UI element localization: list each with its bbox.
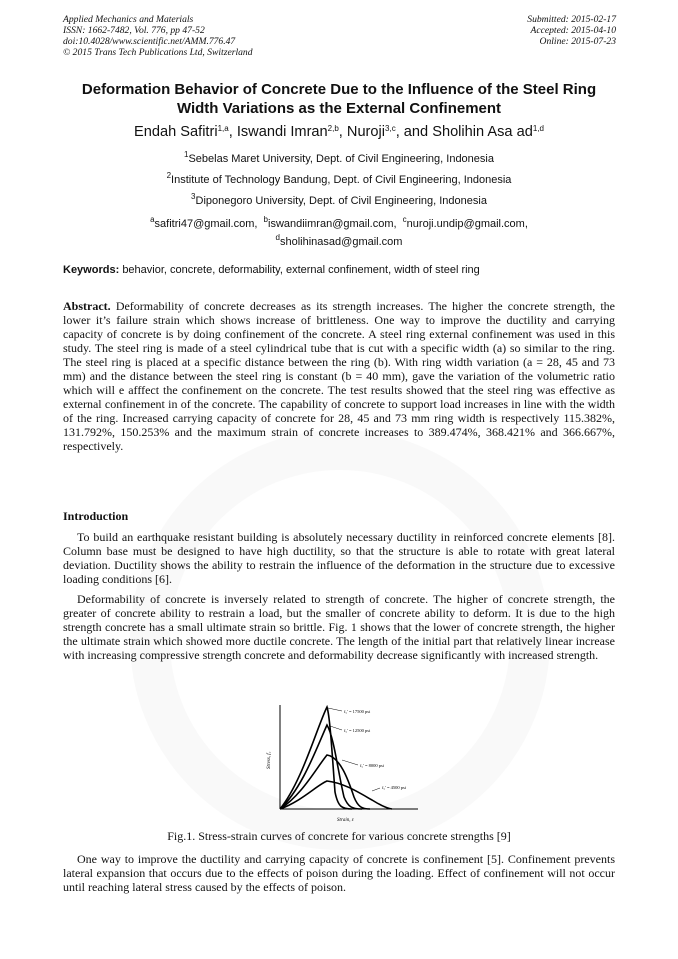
author-3-sup: 3,c [385,124,396,133]
email-d-sup: d [275,233,280,242]
curve-label-8000: f꜀' = 8000 psi [360,763,385,768]
journal-doi: doi:10.4028/www.scientific.net/AMM.776.47 [63,36,236,47]
figure-stress-strain [262,697,422,825]
author-2-sup: 2,b [327,124,339,133]
journal-issn: ISSN: 1662-7482, Vol. 776, pp 47-52 [63,25,205,36]
curve-12500 [280,725,362,809]
affiliation-2-text: Institute of Technology Bandung, Dept. of Civil Engineering, Indonesia [171,174,512,186]
label-leader-17500 [328,708,342,711]
label-leader-12500 [330,726,342,730]
abstract [63,299,615,453]
submitted-date: Submitted: 2015-02-17 [527,14,616,25]
journal-copyright: © 2015 Trans Tech Publications Ltd, Switzerland [63,47,253,58]
affiliation-3-text: Diponegoro University, Dept. of Civil Engineering, Indonesia [195,195,487,207]
intro-paragraph-3: One way to improve the ductility and carrying capacity of concrete is confinement [5]. Confinement prevents lateral expansion that occurs due to the effects of poison during the loading. Effect of confinement will not occur until reaching lateral stress caused by the effects of poison. [63,852,615,894]
figure-caption: Fig.1. Stress-strain curves of concrete for various concrete strengths [9] [167,829,511,843]
intro-paragraph-1: To build an earthquake resistant building is absolutely necessary ductility in reinforced concrete elements [8]. Column base must be designed to have high ductility, so that the structure is able to rotate with great lateral deviation. Ductility shows the ability to restrain the influence of the deformation in the structure due to excessive loading conditions [6]. [63,530,615,586]
author-4-sup: 1,d [532,124,544,133]
email-c[interactable]: nuroji.undip@gmail.com, [406,218,528,230]
affiliation-1 [40,150,638,165]
author-emails [40,213,638,249]
curve-17500 [280,707,352,809]
keywords [63,264,615,276]
keywords-label: Keywords: [63,264,120,276]
figure-y-label: Stress, f꜀ [267,751,272,769]
journal-name: Applied Mechanics and Materials [63,14,194,25]
figure-x-label: Strain, ε [337,818,354,823]
author-4: , and Sholihin Asa ad [395,124,533,140]
email-c-sup: c [402,215,407,224]
email-d[interactable]: sholihinasad@gmail.com [280,236,403,248]
affiliation-2 [40,171,638,186]
journal-info [63,14,253,58]
affiliation-1-sup: 1 [184,150,189,159]
curve-label-12500: f꜀' = 12500 psi [344,728,371,733]
affiliation-2-sup: 2 [166,171,172,180]
label-leader-8000 [342,760,358,765]
section-heading-introduction: Introduction [63,509,129,523]
author-1-sup: 1,a [217,124,229,133]
curve-label-4500: f꜀' = 4500 psi [382,785,407,790]
accepted-date: Accepted: 2015-04-10 [530,25,616,36]
title-line-1: Deformation Behavior of Concrete Due to the Influence of the Steel Ring [81,81,597,98]
email-a[interactable]: safitri47@gmail.com, [154,218,258,230]
email-b-sup: b [263,215,268,224]
affiliation-3 [40,192,638,207]
emails-line-2 [40,231,638,249]
label-leader-4500 [372,788,380,791]
title-line-2: Width Variations as the External Confinement [176,100,502,117]
abstract-text: Deformability of concrete decreases as its strength increases. The higher the concrete strength, the lower it’s failure strain which shows increase of brittleness. One way to improve the ductility and carrying capacity of concrete is by doing confinement of the concrete. A steel ring external confinement was used in this study. The steel ring is made of a steel cylindrical tube that is cut with a specific width (a) so similar to the ring. The steel ring is placed at a specific distance between the ring (b). With ring width variation (a = 28, 45 and 73 mm) and the distance between the steel ring is constant (b = 40 mm), gave the variation of the volumetric ratio which will e afffect the confinement on the concrete. The test results showed that the steel ring was effective as external confinement in of the concrete. The capability of concrete to support load increases in line with the width of the ring. Increased carrying capacity of concrete for 28, 45 and 73 mm ring width is respectively 115.382%, 131.792%, 150.253% and the maximum strain of concrete increases to 389.474%, 368.421% and 366.667%, respectively. [63,299,615,453]
email-a-sup: a [150,215,155,224]
curve-label-17500: f꜀' = 17500 psi [344,709,371,714]
author-2: , Iswandi Imran [228,124,328,140]
paper-title [50,80,628,118]
affiliation-1-text: Sebelas Maret University, Dept. of Civil Engineering, Indonesia [188,153,494,165]
submission-dates [527,14,616,47]
affiliation-3-sup: 3 [191,192,196,201]
keywords-text: behavior, concrete, deformability, external confinement, width of steel ring [122,264,480,276]
online-date: Online: 2015-07-23 [539,36,616,47]
author-list [40,124,638,140]
author-1: Endah Safitri [134,124,218,140]
emails-line-1 [40,213,638,231]
abstract-label: Abstract. [63,299,111,313]
author-3: , Nuroji [338,124,386,140]
email-b[interactable]: iswandiimran@gmail.com, [268,218,397,230]
intro-paragraph-2: Deformability of concrete is inversely related to strength of concrete. The higher of concrete strength, the greater of concrete ability to restrain a load, but the smaller of concrete ability to deform. It is due to the high strength concrete has a small ultimate strain so brittle. Fig. 1 shows that the lower of concrete strength, the higher the ultimate strain which showed more ductile concrete. The length of the initial part that relatively linear increase with increasing compressive strength concrete and deformability decrease significantly with increased strength. [63,592,615,662]
